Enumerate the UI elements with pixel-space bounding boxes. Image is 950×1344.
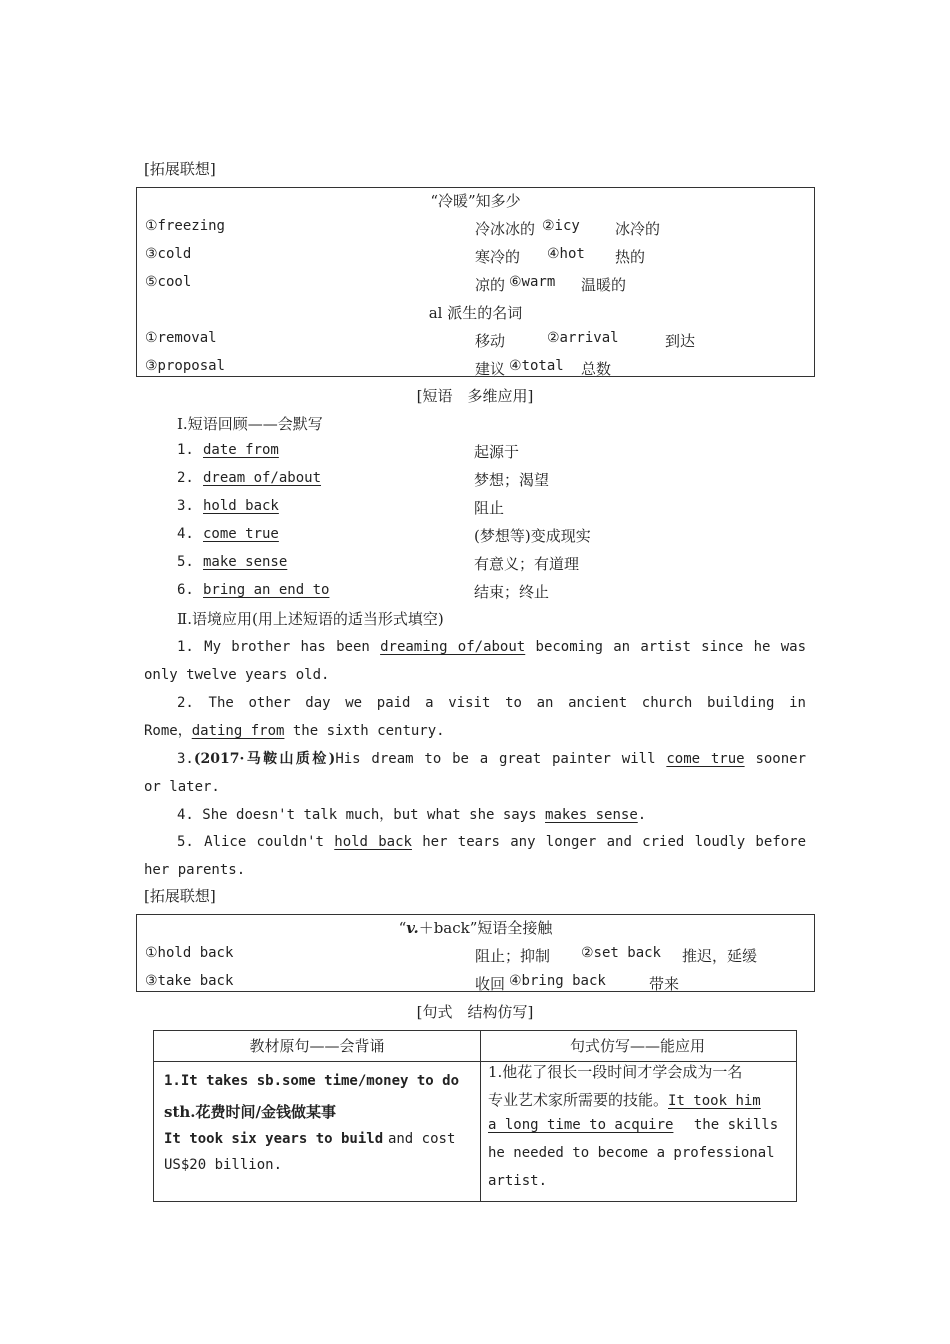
sentence-text: her parents.: [144, 862, 246, 878]
sentence-num: 1.: [177, 639, 194, 655]
meaning: 热的: [615, 248, 646, 266]
phrase-num: 6.: [177, 582, 194, 598]
sentence-text: Rome，: [144, 723, 192, 739]
phrase-hold-back: ①hold back: [145, 945, 234, 961]
phrase-en: date from: [203, 442, 279, 458]
answer: hold back: [334, 834, 412, 850]
table-cell-original: [153, 1060, 481, 1202]
sentence-text: becoming an artist since he was: [535, 639, 807, 655]
phrase-en: bring an end to: [203, 582, 330, 598]
sentence-num: 3.: [177, 751, 194, 767]
phrase-cn: 有意义；有道理: [474, 555, 580, 573]
meaning: 阻止；抑制: [475, 947, 551, 965]
meaning: 温暖的: [581, 276, 627, 294]
meaning: 推迟，延缓: [682, 947, 758, 965]
word-proposal: ③proposal: [145, 358, 225, 374]
example-sentence: It took six years to build and cost: [164, 1131, 456, 1147]
exercise-sentence-4: [144, 801, 806, 829]
phrase-cn: (梦想等)变成现实: [474, 527, 591, 545]
sentence-num: 2.: [177, 695, 194, 711]
phrase-en: dream of/about: [203, 470, 322, 486]
sentence-text: The other day we paid a visit to an ancient church building in: [208, 695, 806, 711]
exercise-sentence-2: [144, 689, 806, 745]
box-subtitle: al 派生的名词: [428, 304, 523, 322]
answer: dreaming of/about: [380, 639, 526, 655]
sentence-text: My brother has been: [204, 639, 370, 655]
phrase-en: come true: [203, 526, 279, 542]
phrase-num: 1.: [177, 442, 194, 458]
word-total: ④total: [509, 358, 564, 374]
imitation-line: artist.: [488, 1173, 548, 1189]
box-title: “v.＋back”短语全接触: [398, 919, 553, 937]
phrase-bring-back: ④bring back: [509, 973, 606, 989]
sentence-text: His dream to be a great painter will: [335, 751, 656, 767]
table-cell-imitation: [479, 1060, 797, 1202]
answer: a long time to acquire: [488, 1117, 674, 1133]
column-header: 教材原句——会背诵: [249, 1037, 385, 1055]
imitation-prompt: 1.他花了很长一段时间才学会成为一名: [488, 1063, 743, 1081]
exercise-sentence-5: [144, 828, 806, 884]
word-removal: ①removal: [145, 330, 217, 346]
sentence-text: She doesn't talk much，but what she says: [202, 807, 537, 823]
section-heading-extension: [拓展联想]: [144, 160, 216, 178]
answer: It took him: [668, 1093, 761, 1109]
sentence-text: the sixth century.: [292, 723, 445, 739]
section-heading-phrases: [短语 多维应用]: [416, 387, 534, 405]
meaning: 总数: [581, 360, 612, 378]
word-hot: ④hot: [547, 246, 585, 262]
sentence-text: .: [637, 807, 647, 823]
word-arrival: ②arrival: [547, 330, 619, 346]
phrase-take-back: ③take back: [145, 973, 234, 989]
source-tag: (2017·马鞍山质检): [193, 751, 336, 767]
phrase-num: 5.: [177, 554, 194, 570]
sentence-text: only twelve years old.: [144, 667, 330, 683]
vocab-box-back-phrases: [136, 914, 815, 992]
phrase-cn: 梦想；渴望: [474, 471, 550, 489]
table-header-cell: [153, 1030, 481, 1062]
answer: come true: [666, 751, 745, 767]
answer: dating from: [191, 723, 285, 739]
section-heading-extension-2: [拓展联想]: [144, 887, 216, 905]
meaning: 带来: [649, 975, 680, 993]
word-cool: ⑤cool: [145, 274, 192, 290]
meaning: 到达: [665, 332, 696, 350]
sentence-text: or later.: [144, 779, 220, 795]
box-title: “冷暖”知多少: [430, 192, 521, 210]
sentence-num: 5.: [177, 834, 194, 850]
meaning: 收回: [475, 975, 506, 993]
phrase-num: 3.: [177, 498, 194, 514]
imitation-line: a long time to acquire the skills: [488, 1117, 779, 1133]
word-freezing: ①freezing: [145, 218, 225, 234]
phrase-en: hold back: [203, 498, 279, 514]
vocab-box-temperature: [136, 187, 815, 377]
pattern-meaning: sth.花费时间/金钱做某事: [164, 1103, 336, 1121]
phrase-num: 4.: [177, 526, 194, 542]
phrase-cn: 结束；终止: [474, 583, 550, 601]
exercise-sentence-1: [144, 633, 806, 689]
sentence-num: 4.: [177, 807, 194, 823]
part2-title: Ⅱ.语境应用(用上述短语的适当形式填空): [177, 610, 444, 628]
phrase-en: make sense: [203, 554, 288, 570]
phrase-set-back: ②set back: [581, 945, 661, 961]
meaning: 冰冷的: [615, 220, 661, 238]
answer: makes sense: [545, 807, 638, 823]
sentence-text: her tears any longer and cried loudly before: [422, 834, 806, 850]
word-icy: ②icy: [542, 218, 580, 234]
meaning: 冷冰冰的: [475, 220, 536, 238]
exercise-sentence-3: [144, 745, 806, 801]
imitation-line: he needed to become a professional: [488, 1145, 775, 1161]
meaning: 建议: [475, 360, 506, 378]
column-header: 句式仿写——能应用: [569, 1037, 705, 1055]
meaning: 移动: [475, 332, 506, 350]
imitation-line: 专业艺术家所需要的技能。It took him: [488, 1091, 761, 1109]
phrase-num: 2.: [177, 470, 194, 486]
meaning: 凉的: [475, 276, 506, 294]
sentence-text: sooner: [755, 751, 807, 767]
section-heading-sentences: [句式 结构仿写]: [416, 1003, 534, 1021]
phrase-cn: 阻止: [474, 499, 505, 517]
part1-title: Ⅰ.短语回顾——会默写: [177, 415, 323, 433]
sentence-text: Alice couldn't: [204, 834, 324, 850]
example-sentence: US$20 billion.: [164, 1157, 283, 1173]
word-cold: ③cold: [145, 246, 192, 262]
phrase-cn: 起源于: [474, 443, 520, 461]
pattern-text: 1.It takes sb.some time/money to do: [164, 1073, 460, 1089]
word-warm: ⑥warm: [509, 274, 556, 290]
table-header-cell: [479, 1030, 797, 1062]
meaning: 寒冷的: [475, 248, 521, 266]
